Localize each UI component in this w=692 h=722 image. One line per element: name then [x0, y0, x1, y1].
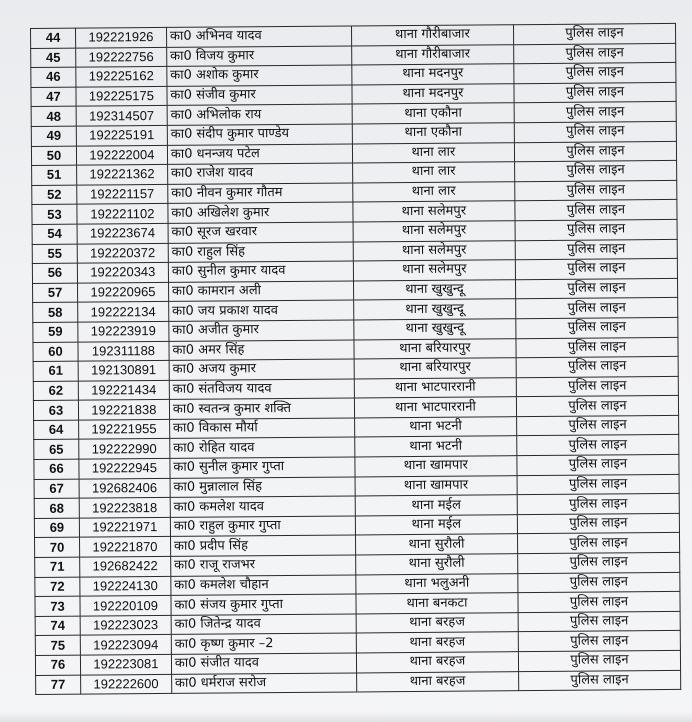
pno-number-cell: 192221971	[79, 517, 170, 537]
posting-destination-cell: पुलिस लाइन	[514, 141, 676, 162]
serial-number-cell: 56	[32, 263, 77, 283]
constable-name-cell: का0 संदीप कुमार पाण्डेय	[167, 124, 352, 145]
serial-number-cell: 68	[34, 498, 79, 518]
current-station-cell: थाना बरहज	[356, 671, 518, 692]
pno-number-cell: 192682422	[80, 556, 171, 576]
posting-destination-cell: पुलिस लाइन	[515, 278, 677, 299]
posting-destination-cell: पुलिस लाइन	[518, 631, 680, 652]
current-station-cell: थाना सलेमपुर	[353, 221, 515, 242]
posting-destination-cell: पुलिस लाइन	[515, 161, 677, 182]
current-station-cell: थाना भाटपाररानी	[354, 397, 516, 418]
transfer-roster-table	[30, 23, 681, 695]
serial-number-cell: 58	[33, 302, 78, 322]
serial-number-cell: 76	[35, 655, 80, 675]
pno-number-cell: 192223023	[80, 615, 171, 635]
posting-destination-cell: पुलिस लाइन	[514, 43, 676, 64]
pno-number-cell: 192222004	[76, 145, 167, 165]
pno-number-cell: 192682406	[79, 478, 170, 498]
current-station-cell: थाना सलेमपुर	[353, 201, 515, 222]
current-station-cell: थाना गौरीबाजार	[352, 44, 514, 65]
serial-number-cell: 65	[34, 440, 79, 460]
serial-number-cell: 54	[32, 224, 77, 244]
posting-destination-cell: पुलिस लाइन	[518, 572, 680, 593]
current-station-cell: थाना खुखुन्दू	[353, 279, 515, 300]
constable-name-cell: का0 सूरज खरवार	[168, 222, 353, 243]
constable-name-cell: का0 नीवन कुमार गौतम	[168, 183, 353, 204]
posting-destination-cell: पुलिस लाइन	[517, 474, 679, 495]
posting-destination-cell: पुलिस लाइन	[514, 82, 676, 103]
serial-number-cell: 61	[33, 361, 78, 381]
constable-name-cell: का0 संजय कुमार गुप्ता	[171, 594, 356, 615]
current-station-cell: थाना मदनपुर	[352, 64, 514, 85]
current-station-cell: थाना खुखुन्दू	[354, 319, 516, 340]
current-station-cell: थाना गौरीबाजार	[351, 25, 513, 46]
serial-number-cell: 71	[35, 557, 80, 577]
constable-name-cell: का0 जितेन्द्र यादव	[171, 614, 356, 635]
serial-number-cell: 49	[31, 126, 76, 146]
pno-number-cell: 192221362	[77, 165, 168, 185]
serial-number-cell: 50	[31, 146, 76, 166]
constable-name-cell: का0 रोहित यादव	[170, 437, 355, 458]
pno-number-cell: 192314507	[76, 106, 167, 126]
constable-name-cell: का0 राजू राजभर	[171, 555, 356, 576]
pno-number-cell: 192223818	[79, 498, 170, 518]
roster-body	[31, 23, 681, 694]
table-row	[36, 670, 681, 695]
posting-destination-cell: पुलिस लाइन	[516, 376, 678, 397]
pno-number-cell: 192221926	[75, 27, 166, 47]
serial-number-cell: 64	[34, 420, 79, 440]
serial-number-cell: 57	[33, 283, 78, 303]
page-edge-shadow	[0, 712, 692, 722]
serial-number-cell: 53	[32, 204, 77, 224]
pno-number-cell: 192223919	[78, 321, 169, 341]
serial-number-cell: 47	[31, 87, 76, 107]
serial-number-cell: 46	[31, 67, 76, 87]
constable-name-cell: का0 कामरान अली	[168, 281, 353, 302]
posting-destination-cell: पुलिस लाइन	[518, 592, 680, 613]
constable-name-cell: का0 राहुल कुमार गुप्ता	[170, 516, 355, 537]
constable-name-cell: का0 संतविजय यादव	[169, 379, 354, 400]
pno-number-cell: 192311188	[78, 341, 169, 361]
serial-number-cell: 44	[31, 28, 76, 48]
serial-number-cell: 70	[35, 538, 80, 558]
pno-number-cell: 192220109	[80, 596, 171, 616]
pno-number-cell: 192224130	[80, 576, 171, 596]
pno-number-cell: 192220343	[77, 263, 168, 283]
posting-destination-cell: पुलिस लाइन	[515, 219, 677, 240]
current-station-cell: थाना लार	[352, 142, 514, 163]
pno-number-cell: 192221870	[79, 537, 170, 557]
serial-number-cell: 66	[34, 459, 79, 479]
current-station-cell: थाना मईल	[355, 515, 517, 536]
current-station-cell: थाना बनकटा	[356, 593, 518, 614]
posting-destination-cell: पुलिस लाइन	[514, 121, 676, 142]
constable-name-cell: का0 सुनील कुमार यादव	[168, 261, 353, 282]
posting-destination-cell: पुलिस लाइन	[516, 317, 678, 338]
pno-number-cell: 192225175	[76, 86, 167, 106]
constable-name-cell: का0 धनन्जय पटेल	[167, 144, 352, 165]
posting-destination-cell: पुलिस लाइन	[517, 494, 679, 515]
pno-number-cell: 192225191	[76, 125, 167, 145]
current-station-cell: थाना सुरौली	[355, 534, 517, 555]
pno-number-cell: 192221434	[78, 380, 169, 400]
current-station-cell: थाना बरहज	[356, 652, 518, 673]
serial-number-cell: 62	[33, 381, 78, 401]
posting-destination-cell: पुलिस लाइन	[516, 337, 678, 358]
current-station-cell: थाना भलुअनी	[356, 573, 518, 594]
pno-number-cell: 192130891	[78, 361, 169, 381]
serial-number-cell: 60	[33, 342, 78, 362]
posting-destination-cell: पुलिस लाइन	[514, 63, 676, 84]
constable-name-cell: का0 कमलेश चौहान	[171, 575, 356, 596]
pno-number-cell: 192222945	[79, 458, 170, 478]
pno-number-cell: 192222600	[81, 674, 172, 694]
posting-destination-cell: पुलिस लाइन	[518, 552, 680, 573]
constable-name-cell: का0 धर्मराज सरोज	[171, 673, 356, 694]
pno-number-cell: 192221102	[77, 204, 168, 224]
current-station-cell: थाना लार	[352, 162, 514, 183]
constable-name-cell: का0 प्रदीप सिंह	[170, 535, 355, 556]
pno-number-cell: 192221157	[77, 184, 168, 204]
constable-name-cell: का0 कमलेश यादव	[170, 496, 355, 517]
pno-number-cell: 192223674	[77, 223, 168, 243]
serial-number-cell: 67	[34, 479, 79, 499]
constable-name-cell: का0 संजीव कुमार	[167, 85, 352, 106]
constable-name-cell: का0 अभिनव यादव	[166, 26, 351, 47]
posting-destination-cell: पुलिस लाइन	[513, 23, 675, 44]
constable-name-cell: का0 अमर सिंह	[169, 339, 354, 360]
serial-number-cell: 48	[31, 107, 76, 127]
current-station-cell: थाना बरहज	[356, 612, 518, 633]
serial-number-cell: 59	[33, 322, 78, 342]
posting-destination-cell: पुलिस लाइन	[517, 415, 679, 436]
constable-name-cell: का0 अजीत कुमार	[169, 320, 354, 341]
constable-name-cell: का0 अजय कुमार	[169, 359, 354, 380]
serial-number-cell: 73	[35, 596, 80, 616]
constable-name-cell: का0 स्वतन्त्र कुमार शक्ति	[169, 398, 354, 419]
posting-destination-cell: पुलिस लाइन	[517, 533, 679, 554]
posting-destination-cell: पुलिस लाइन	[517, 454, 679, 475]
pno-number-cell: 192221955	[79, 419, 170, 439]
constable-name-cell: का0 संजीत यादव	[171, 653, 356, 674]
posting-destination-cell: पुलिस लाइन	[515, 239, 677, 260]
pno-number-cell: 192220965	[77, 282, 168, 302]
constable-name-cell: का0 जय प्रकाश यादव	[169, 300, 354, 321]
serial-number-cell: 55	[32, 244, 77, 264]
pno-number-cell: 192222134	[78, 302, 169, 322]
serial-number-cell: 72	[35, 577, 80, 597]
serial-number-cell: 69	[34, 518, 79, 538]
constable-name-cell: का0 सुनील कुमार गुप्ता	[170, 457, 355, 478]
pno-number-cell: 192223081	[80, 654, 171, 674]
current-station-cell: थाना सलेमपुर	[353, 240, 515, 261]
pno-number-cell: 192221838	[78, 400, 169, 420]
current-station-cell: थाना मदनपुर	[352, 83, 514, 104]
posting-destination-cell: पुलिस लाइन	[515, 259, 677, 280]
serial-number-cell: 74	[35, 616, 80, 636]
constable-name-cell: का0 विकास मौर्या	[169, 418, 354, 439]
serial-number-cell: 75	[35, 636, 80, 656]
pno-number-cell: 192222990	[79, 439, 170, 459]
current-station-cell: थाना भाटपाररानी	[354, 377, 516, 398]
current-station-cell: थाना भटनी	[355, 436, 517, 457]
posting-destination-cell: पुलिस लाइन	[518, 611, 680, 632]
pno-number-cell: 192222756	[76, 47, 167, 67]
current-station-cell: थाना एकौना	[352, 103, 514, 124]
posting-destination-cell: पुलिस लाइन	[516, 298, 678, 319]
pno-number-cell: 192223094	[80, 635, 171, 655]
pno-number-cell: 192220372	[77, 243, 168, 263]
current-station-cell: थाना बरियारपुर	[354, 338, 516, 359]
constable-name-cell: का0 मुन्नालाल सिंह	[170, 477, 355, 498]
posting-destination-cell: पुलिस लाइन	[515, 180, 677, 201]
serial-number-cell: 63	[33, 400, 78, 420]
constable-name-cell: का0 अभिलोक राय	[167, 104, 352, 125]
constable-name-cell: का0 अखिलेश कुमार	[168, 202, 353, 223]
current-station-cell: थाना बरियारपुर	[354, 358, 516, 379]
current-station-cell: थाना भटनी	[354, 417, 516, 438]
pno-number-cell: 192225162	[76, 67, 167, 87]
serial-number-cell: 51	[32, 165, 77, 185]
serial-number-cell: 45	[31, 48, 76, 68]
posting-destination-cell: पुलिस लाइन	[516, 357, 678, 378]
constable-name-cell: का0 राजेश यादव	[167, 163, 352, 184]
current-station-cell: थाना सुरौली	[356, 554, 518, 575]
posting-destination-cell: पुलिस लाइन	[517, 435, 679, 456]
posting-destination-cell: पुलिस लाइन	[515, 200, 677, 221]
current-station-cell: थाना खामपार	[355, 456, 517, 477]
current-station-cell: थाना मईल	[355, 495, 517, 516]
serial-number-cell: 77	[36, 675, 81, 695]
current-station-cell: थाना सलेमपुर	[353, 260, 515, 281]
current-station-cell: थाना एकौना	[352, 123, 514, 144]
constable-name-cell: का0 कृष्ण कुमार –2	[171, 633, 356, 654]
constable-name-cell: का0 राहुल सिंह	[168, 242, 353, 263]
current-station-cell: थाना खामपार	[355, 475, 517, 496]
serial-number-cell: 52	[32, 185, 77, 205]
posting-destination-cell: पुलिस लाइन	[517, 513, 679, 534]
current-station-cell: थाना लार	[353, 181, 515, 202]
posting-destination-cell: पुलिस लाइन	[514, 102, 676, 123]
current-station-cell: थाना बरहज	[356, 632, 518, 653]
posting-destination-cell: पुलिस लाइन	[518, 650, 680, 671]
constable-name-cell: का0 विजय कुमार	[167, 46, 352, 67]
posting-destination-cell: पुलिस लाइन	[519, 670, 681, 691]
posting-destination-cell: पुलिस लाइन	[516, 396, 678, 417]
constable-name-cell: का0 अशोक कुमार	[167, 65, 352, 86]
current-station-cell: थाना खुखुन्दू	[354, 299, 516, 320]
